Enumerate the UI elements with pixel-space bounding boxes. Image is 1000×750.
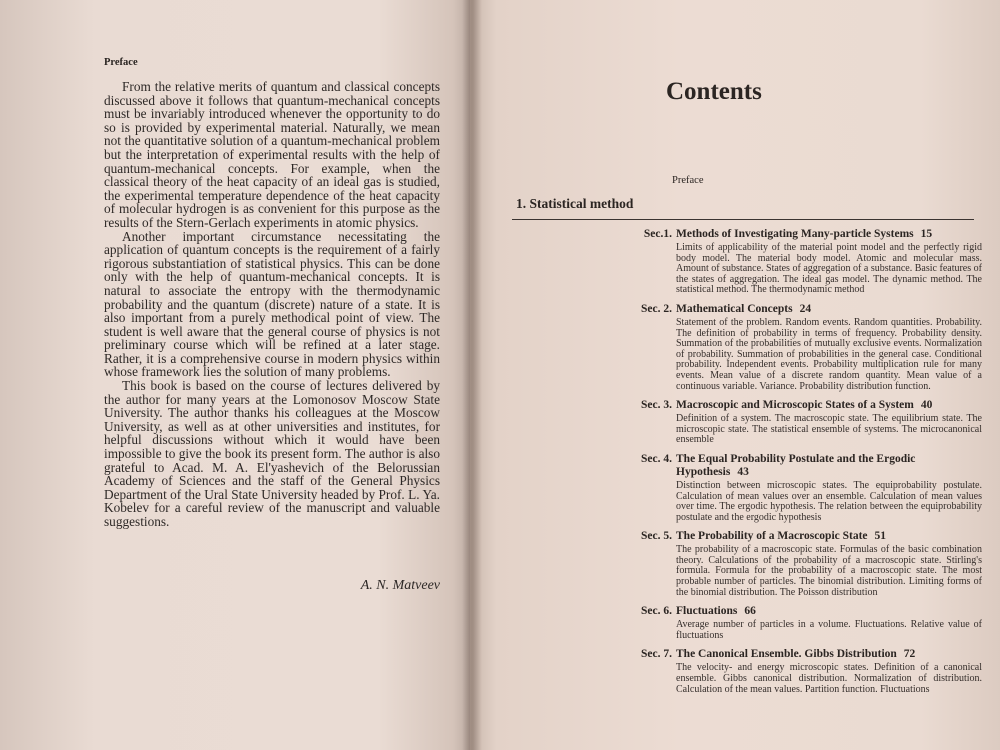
section-body [676, 399, 982, 446]
section-number: Sec. 3. [641, 399, 672, 412]
section-title: Methods of Investigating Many-particle Systems [676, 228, 914, 240]
section-number: Sec. 4. [641, 452, 672, 465]
section-page-number: 51 [874, 530, 887, 543]
section-body [676, 453, 982, 523]
contents-section-entry [610, 453, 982, 523]
section-description: Distinction between microscopic states. The equiprobability postulate. Calculation of mean values over an ensemble. Calculation of mean values over time. The ergodic hypothesis. The relation between the equiprobability postulate and the ergodic hypothesis [676, 479, 982, 523]
section-number: Sec.1. [643, 228, 672, 240]
preface-text [104, 80, 440, 529]
section-list [610, 228, 982, 702]
section-title-line [676, 648, 982, 661]
section-description: Definition of a system. The macroscopic state. The equilibrium state. The microscopic state. The statistical ensemble of systems. The microcanonical ensemble [676, 413, 982, 446]
section-body [676, 648, 982, 695]
preface-paragraph: This book is based on the course of lectures delivered by the author for many years at the Lomonosov Moscow State University. The author thanks his colleagues at the Moscow University, as well as at other universities and institutes, for helpful discussions without which it would have been impossible to give the book its present form. The author is also grateful to Acad. M. A. El'yashevich of the Belorussian Academy of Sciences and the staff of the General Physics Department of the Ural State University headed by Prof. L. Ya. Kobelev for a careful review of the manuscript and valuable suggestions. [104, 378, 440, 529]
section-number: Sec. 7. [641, 648, 672, 661]
contents-preface-entry: Preface [672, 175, 704, 186]
author-signature: A. N. Matveev [360, 578, 440, 593]
section-body [676, 530, 982, 598]
chapter-heading: 1. Statistical method [516, 196, 634, 211]
contents-section-entry [610, 399, 982, 446]
section-title-line [676, 399, 982, 412]
contents-section-entry [610, 530, 982, 598]
contents-section-entry [610, 303, 982, 392]
left-page [0, 0, 472, 750]
section-title: The Equal Probability Postulate and the Ergodic Hypothesis [676, 452, 916, 478]
chapter-rule [512, 219, 974, 220]
section-page-number: 15 [920, 228, 933, 240]
section-body [676, 228, 982, 296]
section-title-line [676, 605, 982, 618]
section-page-number: 24 [799, 302, 812, 315]
section-title: The Probability of a Macroscopic State [676, 530, 868, 543]
preface-paragraph: Another important circumstance necessitating the application of quantum concepts is the requirement of a fairly rigorous substantiation of statistical physics. This can be done only with the help of quantum-mechanical concepts. It is natural to associate the entropy with the thermodynamic probability and the quantum (discrete) nature of a state. It is also important from a purely methodical point of view. The student is well aware that the general course of physics is not preliminary course which will be refined at a later stage. Rather, it is a comprehensive course in modern physics within whose framework lies the solution of many problems. [104, 228, 440, 380]
contents-section-entry [610, 648, 982, 695]
contents-section-entry [610, 605, 982, 641]
section-number: Sec. 2. [641, 302, 672, 315]
section-page-number: 66 [744, 605, 756, 618]
preface-paragraph: From the relative merits of quantum and classical concepts discussed above it follows that quantum-mechanical concepts must be invariably introduced whenever the opportunity to do so is provided by experimental material. Naturally, we mean not the quantitative solution of a quantum-mechanical problem but the interpretation of experimental results with the help of quantum-mechanical concepts. For example, when the classical theory of the heat capacity of an ideal gas is studied, the experimental temperature dependence of the heat capacity of molecular hydrogen is as convenient for this purpose as the results of the Stern-Gerlach experiments in atomic physics. [104, 79, 440, 230]
section-page-number: 72 [903, 648, 916, 661]
section-description: Statement of the problem. Random events. Random quantities. Probability. The definition of probability in terms of frequency. Probability density. Summation of the probabilities of mutually exclusive events. Normalization of probability. Summation of probabilities in the general case. Conditional probability. Independent events. Probability multiplication rule for many events. Mean value of a discrete random quantity. Mean value of a continuous variable. Variance. Probability distribution function. [676, 316, 982, 392]
section-title-line [676, 530, 982, 543]
section-description: Limits of applicability of the material point model and the perfectly rigid body model. The material body model. Atomic and molecular mass. Amount of substance. States of aggregation of a substance. Basic features of the states of aggregation. The ideal gas model. The dynamic method. The statistical method. The thermodynamic method [676, 242, 982, 296]
section-number: Sec. 5. [641, 530, 672, 543]
section-body [676, 303, 982, 392]
contents-section-entry [610, 228, 982, 296]
section-title-line [676, 228, 982, 241]
section-title: Macroscopic and Microscopic States of a System [676, 399, 914, 412]
section-description: Average number of particles in a volume. Fluctuations. Relative value of fluctuations [676, 619, 982, 641]
section-title-line [676, 303, 982, 316]
section-title: The Canonical Ensemble. Gibbs Distribution [676, 648, 897, 661]
section-number: Sec. 6. [641, 605, 672, 618]
section-title: Mathematical Concepts [676, 302, 793, 315]
section-description: The velocity- and energy microscopic states. Definition of a canonical ensemble. Gibbs canonical distribution. Normalization of distribution. Calculation of the mean values. Partition function. Fluctuations [676, 662, 982, 695]
section-body [676, 605, 982, 641]
running-head: Preface [104, 57, 138, 68]
section-page-number: 40 [920, 399, 933, 412]
right-page [470, 0, 1000, 750]
section-title-line [676, 453, 982, 479]
section-title: Fluctuations [676, 605, 738, 618]
section-description: The probability of a macroscopic state. Formulas of the basic combination theory. Calculations of the probability of a macroscopic state. Stirling's formula. Formula for the probability of a macroscopic state. The most probable number of particles. The binomial distribution. Limiting forms of the binomial distribution. The Poisson distribution [676, 544, 982, 598]
section-page-number: 43 [737, 465, 749, 478]
book-gutter [462, 0, 482, 750]
contents-title: Contents [666, 78, 762, 105]
